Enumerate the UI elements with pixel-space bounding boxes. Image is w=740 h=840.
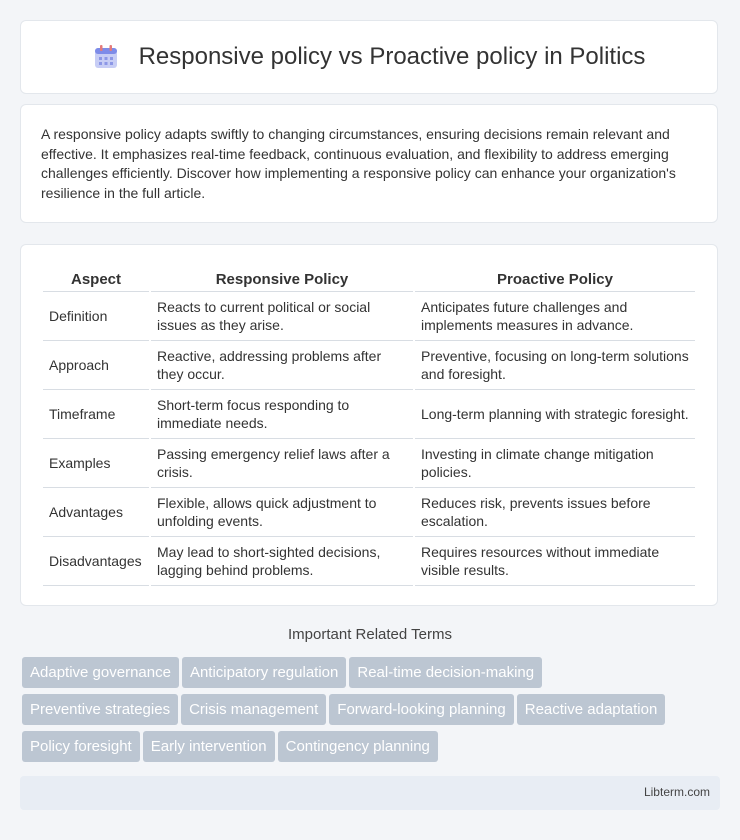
related-term-tag[interactable]: Policy foresight: [22, 731, 140, 762]
footer: [20, 776, 720, 810]
page-title: Responsive policy vs Proactive policy in Politics: [138, 43, 646, 70]
calendar-icon: [93, 44, 119, 70]
table-row: [43, 439, 695, 488]
related-term-tag[interactable]: Early intervention: [143, 731, 275, 762]
cell-aspect: Advantages: [43, 488, 149, 537]
cell-aspect: Examples: [43, 439, 149, 488]
cell-responsive: Flexible, allows quick adjustment to unfolding events.: [151, 488, 413, 537]
cell-responsive: Reactive, addressing problems after they occur.: [151, 341, 413, 390]
related-terms-list: [22, 657, 722, 768]
related-term-tag[interactable]: Crisis management: [181, 694, 326, 725]
related-term-tag[interactable]: Anticipatory regulation: [182, 657, 346, 688]
header-responsive: Responsive Policy: [151, 265, 413, 292]
intro-text: A responsive policy adapts swiftly to changing circumstances, ensuring decisions remain relevant and effective. It emphasizes real-time feedback, continuous evaluation, and flexibility to address emerging challenges efficiently. Discover how implementing a responsive policy can enhance your organization's resilience in the full article.: [41, 126, 676, 201]
comparison-table: [41, 265, 697, 586]
cell-proactive: Anticipates future challenges and implements measures in advance.: [415, 292, 695, 341]
table-row: [43, 292, 695, 341]
table-row: [43, 537, 695, 586]
related-term-tag[interactable]: Contingency planning: [278, 731, 438, 762]
related-term-tag[interactable]: Real-time decision-making: [349, 657, 542, 688]
related-terms-title: Important Related Terms: [288, 626, 452, 643]
cell-responsive: May lead to short-sighted decisions, lagging behind problems.: [151, 537, 413, 586]
related-term-tag[interactable]: Reactive adaptation: [517, 694, 666, 725]
cell-aspect: Timeframe: [43, 390, 149, 439]
title-card: [20, 20, 718, 94]
table-header-row: [43, 265, 695, 292]
related-term-tag[interactable]: Forward-looking planning: [329, 694, 513, 725]
cell-proactive: Preventive, focusing on long-term solutions and foresight.: [415, 341, 695, 390]
cell-aspect: Definition: [43, 292, 149, 341]
cell-proactive: Reduces risk, prevents issues before escalation.: [415, 488, 695, 537]
comparison-card: [20, 244, 718, 606]
cell-responsive: Short-term focus responding to immediate needs.: [151, 390, 413, 439]
cell-proactive: Long-term planning with strategic foresight.: [415, 390, 695, 439]
related-term-tag[interactable]: Adaptive governance: [22, 657, 179, 688]
table-row: [43, 488, 695, 537]
cell-responsive: Reacts to current political or social issues as they arise.: [151, 292, 413, 341]
cell-proactive: Requires resources without immediate visible results.: [415, 537, 695, 586]
table-row: [43, 341, 695, 390]
intro-card: [20, 104, 718, 223]
cell-aspect: Approach: [43, 341, 149, 390]
cell-proactive: Investing in climate change mitigation policies.: [415, 439, 695, 488]
cell-responsive: Passing emergency relief laws after a crisis.: [151, 439, 413, 488]
cell-aspect: Disadvantages: [43, 537, 149, 586]
header-proactive: Proactive Policy: [415, 265, 695, 292]
footer-brand[interactable]: Libterm.com: [643, 785, 710, 799]
table-row: [43, 390, 695, 439]
header-aspect: Aspect: [43, 265, 149, 292]
related-term-tag[interactable]: Preventive strategies: [22, 694, 178, 725]
